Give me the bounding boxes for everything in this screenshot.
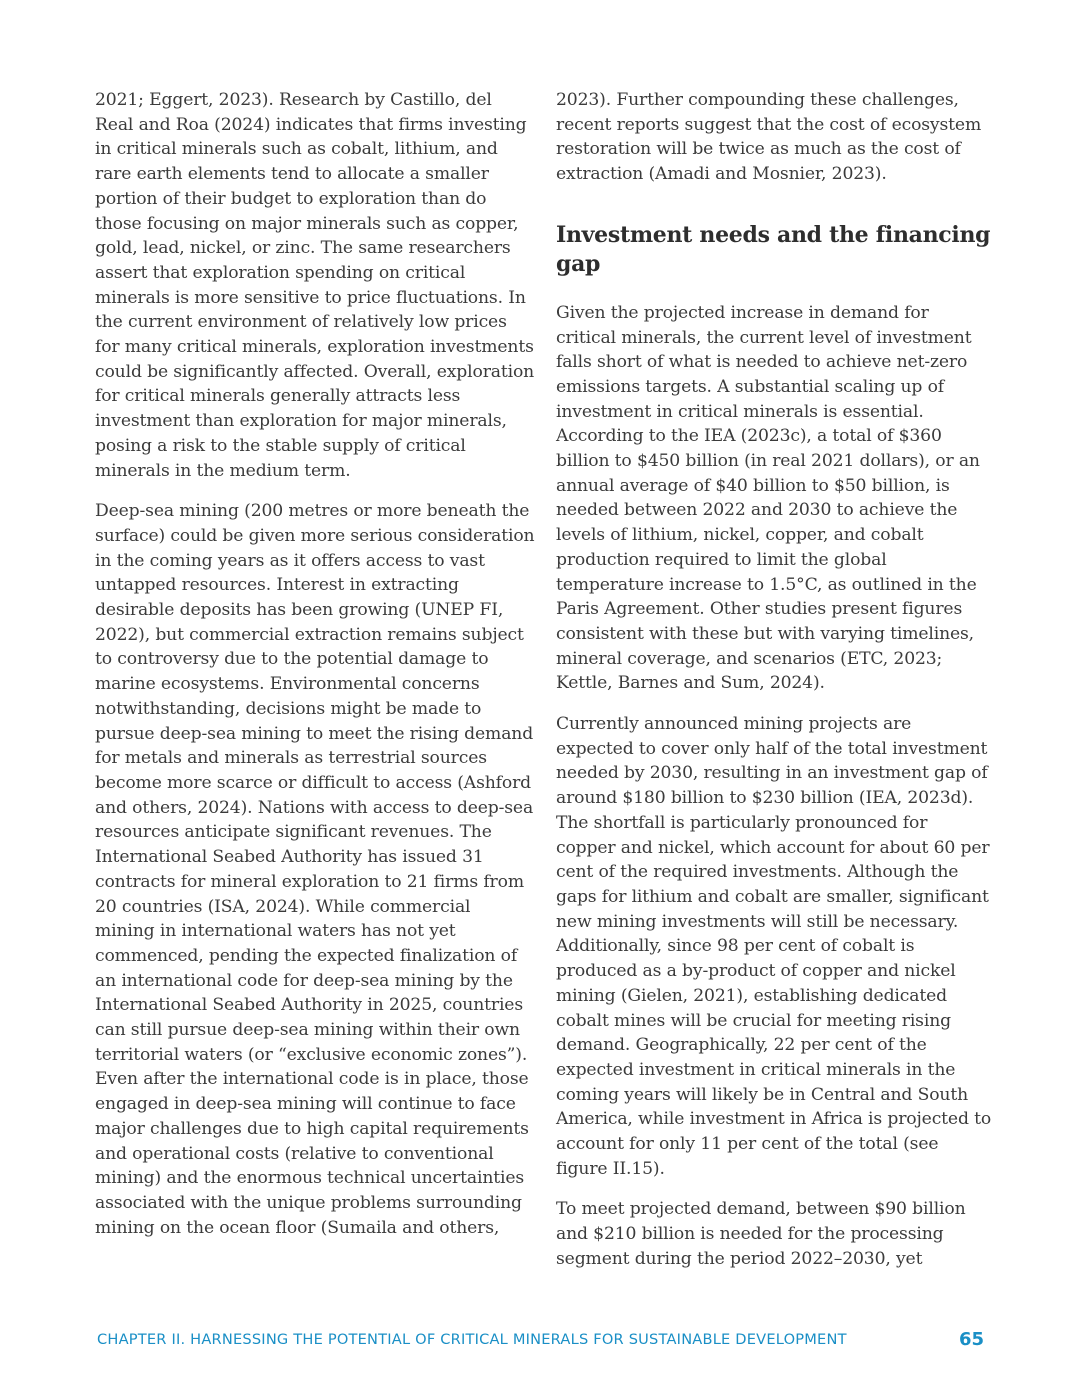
page-number: 65 [958, 1328, 984, 1350]
body-paragraph: To meet projected demand, between $90 billion and $210 billion is needed for the processing segment during the period 2022–2030, yet [556, 1199, 966, 1269]
section-heading: Investment needs and the financing gap [556, 221, 991, 277]
body-paragraph: Given the projected increase in demand for critical minerals, the current level of investment falls short of what is needed to achieve net-zero emissions targets. A substantial scaling up of investment in critical minerals is essential. According to the IEA (2023c), a total of $360 billion to $450 billion (in real 2021 dollars), or an annual average of $40 billion to $50 billion, is needed between 2022 and 2030 to achieve the levels of lithium, nickel, copper, and cobalt production required to limit the global temperature increase to 1.5°C, as outlined in the Paris Agreement. Other studies present figures consistent with these but with varying timelines, mineral coverage, and scenarios (ETC, 2023; Kettle, Barnes and Sum, 2024). [556, 302, 980, 694]
page-footer [97, 1327, 984, 1351]
body-paragraph: Currently announced mining projects are expected to cover only half of the total investment needed by 2030, resulting in an investment gap of around $180 billion to $230 billion (IEA, 2023d). The shortfall is particularly pronounced for copper and nickel, which account for about 60 per cent of the required investments. Although the gaps for lithium and cobalt are smaller, significant new mining investments will still be necessary. Additionally, since 98 per cent of cobalt is produced as a by-product of copper and nickel mining (Gielen, 2021), establishing dedicated cobalt mines will be crucial for meeting rising demand. Geographically, 22 per cent of the expected investment in critical minerals in the coming years will likely be in Central and South America, while investment in Africa is projected to account for only 11 per cent of the total (see figure II.15). [556, 714, 992, 1179]
body-paragraph: 2023). Further compounding these challenges, recent reports suggest that the cost of ecosystem restoration will be twice as much as the cost of extraction (Amadi and Mosnier, 2023). [556, 90, 982, 185]
right-column [556, 88, 992, 1288]
body-paragraph: Deep-sea mining (200 metres or more beneath the surface) could be given more serious consideration in the coming years as it offers access to vast untapped resources. Interest in extracting desirable deposits has been growing (UNEP FI, 2022), but commercial extraction remains subject to controversy due to the potential damage to marine ecosystems. Environmental concerns notwithstanding, decisions might be made to pursue deep-sea mining to meet the rising demand for metals and minerals as terrestrial sources become more scarce or difficult to access (Ashford and others, 2024). Nations with access to deep-sea resources anticipate significant revenues. The International Seabed Authority has issued 31 contracts for mineral exploration to 21 firms from 20 countries (ISA, 2024). While commercial mining in international waters has not yet commenced, pending the expected finalization of an international code for deep-sea mining by the International Seabed Authority in 2025, countries can still pursue deep-sea mining within their own territorial waters (or “exclusive economic zones”). Even after the international code is in place, those engaged in deep-sea mining will continue to face major challenges due to high capital requirements and operational costs (relative to conventional mining) and the enormous technical uncertainties associated with the unique problems surrounding mining on the ocean floor (Sumaila and others, [95, 501, 535, 1238]
left-column [95, 88, 535, 1256]
chapter-title: CHAPTER II. HARNESSING THE POTENTIAL OF CRITICAL MINERALS FOR SUSTAINABLE DEVELOPMENT [97, 1330, 847, 1348]
body-paragraph: 2021; Eggert, 2023). Research by Castillo, del Real and Roa (2024) indicates that firms investing in critical minerals such as cobalt, lithium, and rare earth elements tend to allocate a smaller portion of their budget to exploration than do those focusing on major minerals such as copper, gold, lead, nickel, or zinc. The same researchers assert that exploration spending on critical minerals is more sensitive to price fluctuations. In the current environment of relatively low prices for many critical minerals, exploration investments could be significantly affected. Overall, exploration for critical minerals generally attracts less investment than exploration for major minerals, posing a risk to the stable supply of critical minerals in the medium term. [95, 90, 535, 481]
